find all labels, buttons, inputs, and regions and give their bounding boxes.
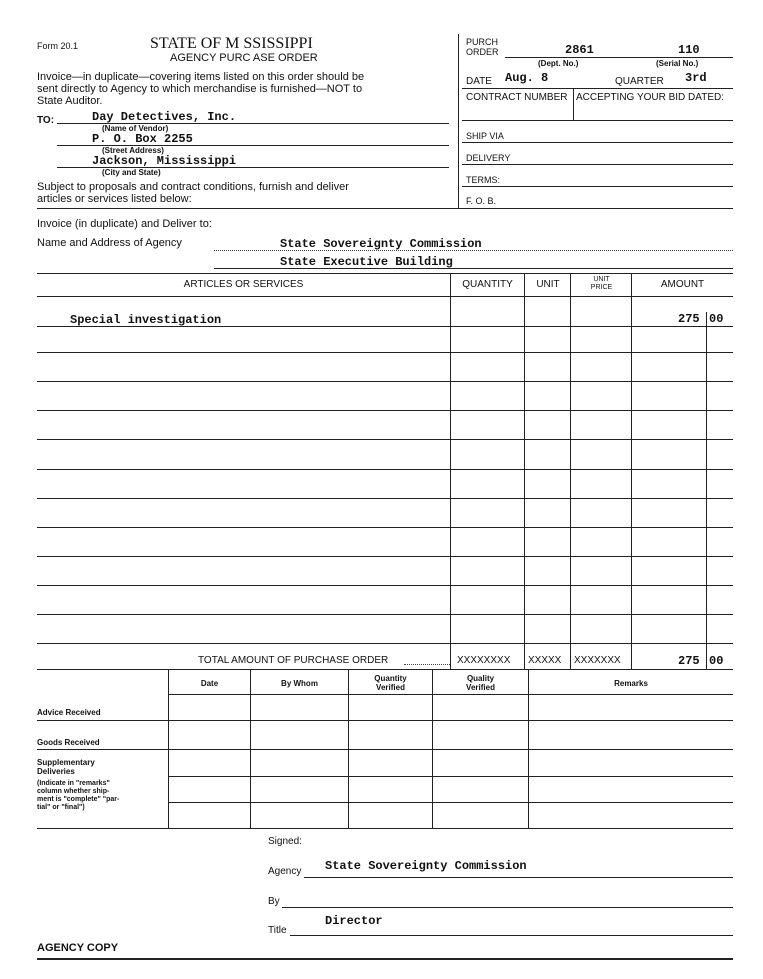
header-quantity: QUANTITY: [462, 279, 513, 290]
total-amount-cents: 00: [709, 654, 724, 668]
serial-number: 110: [678, 43, 700, 57]
advice-received-label: Advice Received: [37, 708, 101, 717]
item-article: Special investigation: [70, 313, 222, 327]
instructions-line-2: sent directly to Agency to which merchandise is furnished—NOT to: [37, 83, 363, 95]
agency-name: State Sovereignty Commission: [280, 237, 482, 251]
vendor-name: Day Detectives, Inc.: [92, 110, 237, 124]
agency-copy-label: AGENCY COPY: [37, 942, 119, 954]
serial-label: (Serial No.): [656, 59, 699, 68]
goods-received-label: Goods Received: [37, 738, 100, 747]
receipt-header-quantity-verified: Quantity Verified: [374, 674, 407, 692]
receipt-header-by-whom: By Whom: [281, 679, 318, 688]
form-number: Form 20.1: [37, 41, 79, 51]
instructions-line-1: Invoice—in duplicate—covering items listed on this order should be: [37, 71, 365, 83]
signature-title-label: Title: [268, 925, 287, 936]
instructions-line-3: State Auditor.: [37, 95, 103, 107]
bid-dated-label: ACCEPTING YOUR BID DATED:: [576, 92, 724, 103]
form-title: STATE OF M SSISSIPPI: [150, 35, 313, 52]
signed-label: Signed:: [268, 836, 302, 847]
vendor-street-label: (Street Address): [102, 146, 164, 155]
receipt-header-quality-verified: Quality Verified: [466, 674, 495, 692]
subject-line-1: Subject to proposals and contract conditions, furnish and deliver: [37, 181, 349, 193]
total-unit: XXXXX: [528, 655, 562, 666]
to-label: TO:: [37, 115, 55, 126]
item-amount-cents: 00: [709, 312, 724, 326]
po-label-2: ORDER: [466, 47, 499, 57]
signature-agency: State Sovereignty Commission: [325, 859, 527, 873]
supplementary-deliveries-label: Supplementary Deliveries: [37, 758, 95, 776]
agency-address-label: Name and Address of Agency: [37, 237, 182, 249]
deliver-to-label: Invoice (in duplicate) and Deliver to:: [37, 218, 212, 230]
signature-title: Director: [325, 914, 383, 928]
fob-label: F. O. B.: [466, 196, 497, 206]
dept-label: (Dept. No.): [538, 59, 579, 68]
terms-label: TERMS:: [466, 175, 501, 185]
signature-by-label: By: [268, 896, 280, 907]
total-quantity: XXXXXXXX: [457, 655, 511, 666]
ship-via-label: SHIP VIA: [466, 131, 504, 141]
vendor-street: P. O. Box 2255: [92, 132, 193, 146]
total-unit-price: XXXXXXX: [574, 655, 621, 666]
total-label: TOTAL AMOUNT OF PURCHASE ORDER: [198, 655, 389, 666]
order-date: Aug. 8: [505, 71, 549, 85]
vendor-city: Jackson, Mississippi: [92, 154, 237, 168]
total-amount-dollars: 275: [678, 654, 700, 668]
item-amount-dollars: 275: [678, 312, 700, 326]
header-unit-price: UNIT PRICE: [590, 276, 613, 291]
dept-number: 2861: [565, 43, 594, 57]
receipt-header-remarks: Remarks: [614, 679, 648, 688]
delivery-note: (Indicate in "remarks" column whether ship- ment is "complete" "par- tial" or "final"): [37, 780, 120, 811]
date-label: DATE: [466, 76, 492, 87]
receipt-header-date: Date: [200, 679, 219, 688]
quarter-value: 3rd: [685, 71, 707, 85]
vendor-name-label: (Name of Vendor): [102, 124, 169, 133]
header-unit: UNIT: [536, 279, 560, 290]
po-label-1: PURCH: [466, 37, 499, 47]
contract-number-label: CONTRACT NUMBER: [466, 92, 568, 103]
header-amount: AMOUNT: [660, 279, 705, 290]
agency-address: State Executive Building: [280, 255, 453, 269]
form-subtitle: AGENCY PURC ASE ORDER: [170, 52, 318, 64]
quarter-label: QUARTER: [615, 76, 664, 87]
vendor-city-label: (City and State): [102, 168, 161, 177]
header-articles: ARTICLES OR SERVICES: [183, 279, 304, 290]
subject-line-2: articles or services listed below:: [37, 193, 192, 205]
delivery-label: DELIVERY: [466, 153, 511, 163]
signature-agency-label: Agency: [268, 866, 302, 877]
